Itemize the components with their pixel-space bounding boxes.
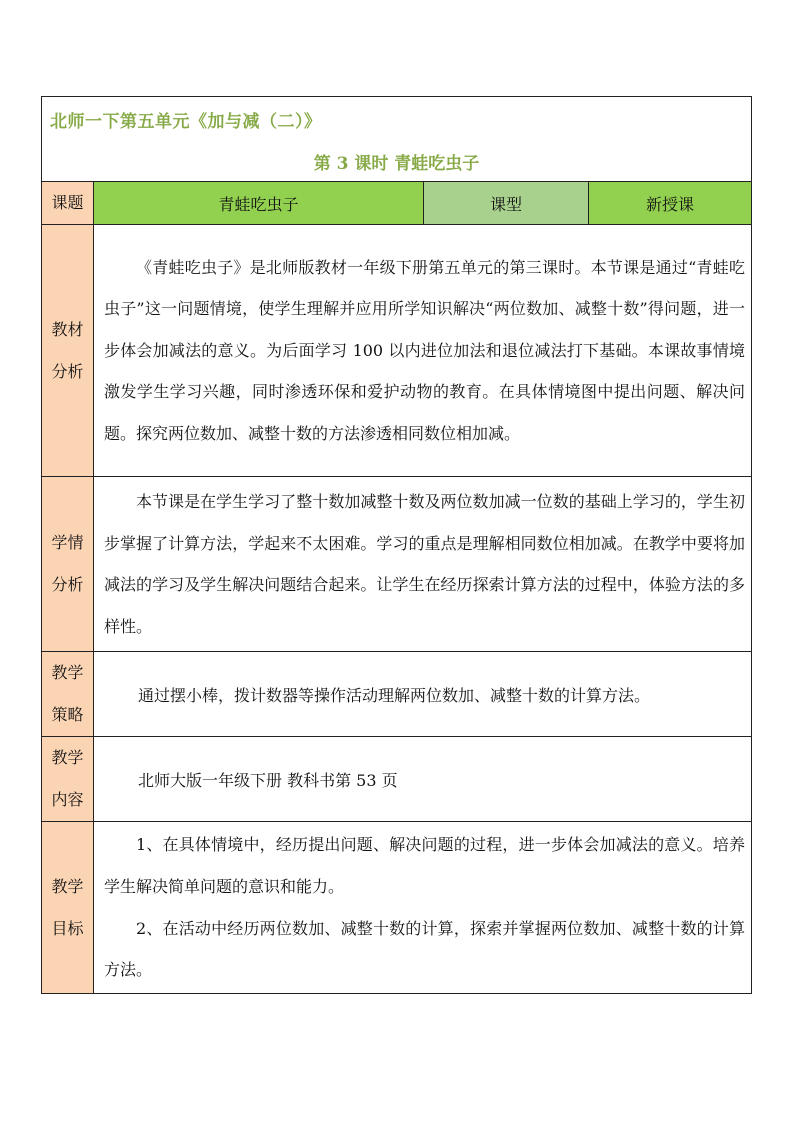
textbook-analysis-cell	[94, 225, 752, 477]
teaching-goals-row	[42, 822, 752, 993]
lesson-title: 第 3 课时 青蛙吃虫子	[313, 154, 480, 174]
goal-item-1: 1、在具体情境中，经历提出问题、解决问题的过程，进一步体会加减法的意义。培养学生解决简单问题的意识和能力。	[104, 835, 745, 896]
type-label: 课型	[424, 182, 589, 225]
title-row	[42, 97, 752, 182]
teaching-content-row	[42, 737, 752, 822]
student-analysis-text: 本节课是在学生学习了整十数加减整十数及两位数加减一位数的基础上学习的，学生初步掌握了计算方法，学起来不太困难。学习的重点是理解相同数位相加减。在教学中要将加减法的学习及学生解决问题结合起来。让学生在经历探索计算方法的过程中，体验方法的多样性。	[104, 492, 745, 636]
teaching-goals-cell	[94, 822, 752, 993]
textbook-analysis-row	[42, 225, 752, 477]
teaching-strategy-cell	[94, 652, 752, 737]
student-analysis-label: 学情 分析	[42, 477, 94, 652]
textbook-analysis-text: 《青蛙吃虫子》是北师版教材一年级下册第五单元的第三课时。本节课是通过“青蛙吃虫子”这一问题情境，使学生理解并应用所学知识解决“两位数加、减整十数”得问题，进一步体会加减法的意义。为后面学习 100 以内进位加法和退位减法打下基础。本课故事情境激发学生学习兴趣，同时渗透环保和爱护动物的教育。在具体情境图中提出问题、解决问题。探究两位数加、减整十数的方法渗透相同数位相加减。	[104, 257, 745, 443]
unit-title: 北师一下第五单元《加与减（二）》	[50, 112, 322, 132]
teaching-strategy-label: 教学 策略	[42, 652, 94, 737]
teaching-strategy-row	[42, 652, 752, 737]
student-analysis-row	[42, 477, 752, 652]
title-cell	[42, 97, 752, 182]
teaching-goals-list	[94, 822, 751, 992]
topic-value: 青蛙吃虫子	[94, 182, 424, 225]
goal-item-2: 2、在活动中经历两位数加、减整十数的计算，探索并掌握两位数加、减整十数的计算方法。	[104, 918, 745, 980]
info-row	[42, 182, 752, 225]
teaching-goals-label: 教学 目标	[42, 822, 94, 993]
lesson-plan-sheet	[41, 96, 751, 994]
teaching-content-text: 北师大版一年级下册 教科书第 53 页	[138, 770, 398, 790]
teaching-strategy-text: 通过摆小棒，拨计数器等操作活动理解两位数加、减整十数的计算方法。	[138, 685, 651, 705]
topic-label: 课题	[42, 182, 94, 225]
type-value: 新授课	[589, 182, 752, 225]
lesson-plan-table	[41, 96, 752, 994]
teaching-content-label: 教学 内容	[42, 737, 94, 822]
textbook-analysis-label: 教材 分析	[42, 225, 94, 477]
teaching-content-cell	[94, 737, 752, 822]
student-analysis-cell	[94, 477, 752, 652]
